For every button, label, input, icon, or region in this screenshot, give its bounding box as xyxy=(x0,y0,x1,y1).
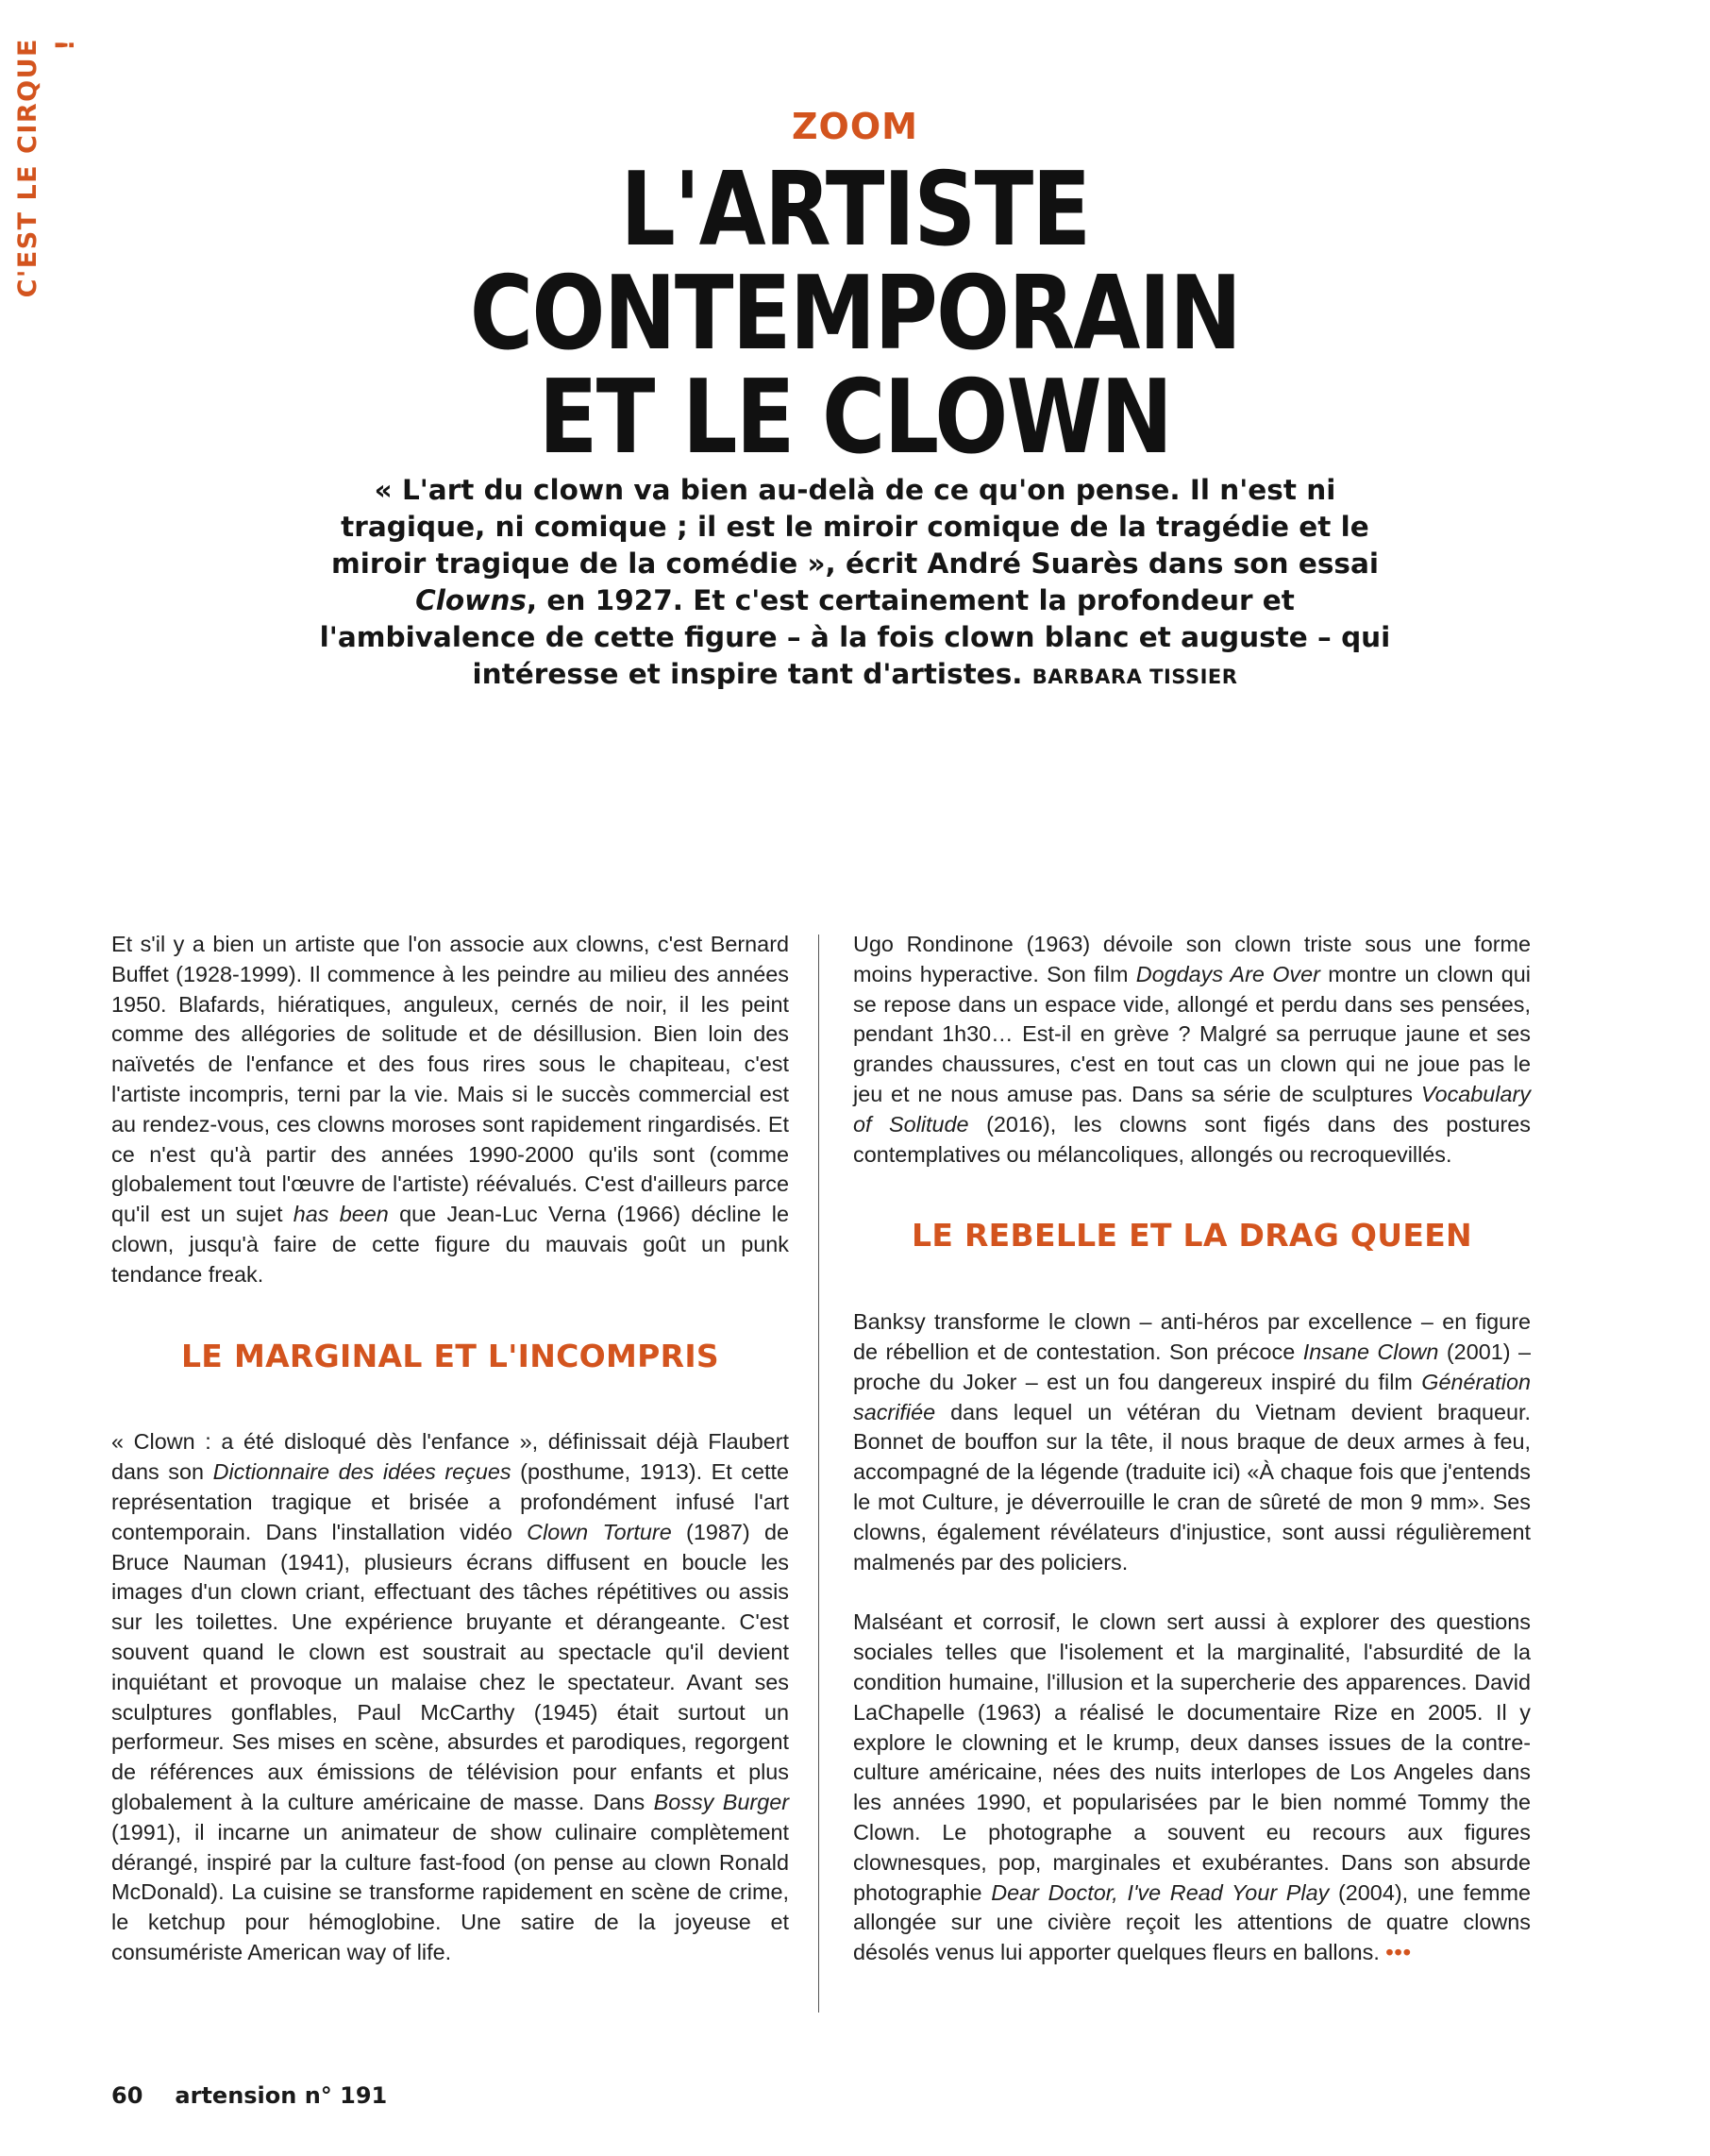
headline-line: ET LE CLOWN xyxy=(538,359,1172,477)
standfirst xyxy=(311,472,1399,696)
paragraph xyxy=(111,930,789,1290)
emphasis: Bossy Burger xyxy=(653,1789,789,1814)
emphasis: Dogdays Are Over xyxy=(1135,961,1320,986)
paragraph-text: Banksy transforme le clown – anti-héros par excellence – en figure de rébellion et de contestation. Son précoce xyxy=(853,1309,1531,1364)
column-divider xyxy=(818,935,819,2013)
paragraph-text: (posthume, 1913). Et cette représentation tragique et brisée a profondément infusé l'art contemporain. Dans l'installation vidéo xyxy=(111,1459,790,1544)
paragraph-text: (2001) – proche du Joker – est un fou dangereux inspiré du film xyxy=(853,1339,1531,1394)
paragraph xyxy=(853,1307,1531,1577)
standfirst-text: , en 1927. Et c'est certainement la profondeur et l'ambivalence de cette figure – à la fois clown blanc et auguste – qui intéresse et inspire tant d'artistes. xyxy=(319,584,1391,690)
emphasis: has been xyxy=(293,1202,389,1227)
kicker: ZOOM xyxy=(792,106,918,147)
paragraph-text: « Clown : a été disloqué dès l'enfance », définissait déjà Flaubert dans son xyxy=(111,1429,789,1485)
emphasis: Génération sacrifiée xyxy=(853,1369,1531,1424)
right-column xyxy=(853,930,1531,1968)
paragraph-text: (1991), il incarne un animateur de show culinaire complètement dérangé, inspiré par la culture fast-food (on pense au clown Ronald McDonald). La cuisine se transforme rapidement en scène de crime, le ketchup pour hémoglobine. Une satire de la joyeuse et consumériste American way of life. xyxy=(111,1819,789,1964)
paragraph-text: dans lequel un vétéran du Vietnam devient braqueur. Bonnet de bouffon sur la tête, il nous braque de deux armes à feu, accompagné de la légende (traduite ici) «À chaque fois que j'entends le mot Culture, je déverrouille le cran de sûreté de mon 9 mm». Ses clowns, également révélateurs d'injustice, sont aussi régulièrement malmenés par des policiers. xyxy=(853,1399,1531,1575)
emphasis: Vocabulary of Solitude xyxy=(853,1081,1531,1137)
paragraph-text: (2004), une femme allongée sur une civière reçoit les attentions de quatre clowns désolés venus lui apporter quelques fleurs en ballons. xyxy=(853,1879,1532,1965)
headline-line: L'ARTISTE xyxy=(620,151,1090,269)
paragraph xyxy=(853,1608,1531,1968)
headline-line: CONTEMPORAIN xyxy=(469,255,1241,373)
end-mark: ••• xyxy=(1385,1940,1412,1965)
paragraph xyxy=(111,1427,789,1967)
paragraph-text: (2016), les clowns sont figés dans des postures contemplatives ou mélancoliques, allongés ou recroquevillés. xyxy=(853,1111,1531,1167)
subheading: LE MARGINAL ET L'INCOMPRIS xyxy=(180,1337,719,1374)
section-tag: C'EST LE CIRQUE ! xyxy=(13,38,80,298)
paragraph-text: que Jean-Luc Verna (1966) décline le clown, jusqu'à faire de cette figure du mauvais goût un punk tendance freak. xyxy=(111,1202,789,1287)
paragraph-text: (1987) de Bruce Nauman (1941), plusieurs écrans diffusent en boucle les images d'un clown criant, effectuant des tâches répétitives ou assis sur les toilettes. Une expérience bruyante et dérangeante. C'est souvent quand le clown est soustrait au spectacle qu'il devient inquiétant et provoque un malaise chez le spectateur. Avant ses sculptures gonflables, Paul McCarthy (1945) était surtout un performeur. Ses mises en scène, absurdes et parodiques, regorgent de références aux émissions de télévision pour enfants et plus globalement à la culture américaine de masse. Dans xyxy=(111,1519,789,1814)
magazine-issue: artension n° 191 xyxy=(175,2082,388,2109)
emphasis: Insane Clown xyxy=(1302,1339,1439,1364)
headline xyxy=(128,151,1582,477)
paragraph-text: Et s'il y a bien un artiste que l'on associe aux clowns, c'est Bernard Buffet (1928-1999). Il commence à les peindre au milieu des années 1950. Blafards, hiératiques, anguleux, cernés de noir, il les peint comme des allégories de solitude et de désillusion. Bien loin des naïvetés de l'enfance et des fous rires sous le chapiteau, c'est l'artiste incompris, terni par la vie. Mais si le succès commercial est au rendez-vous, ces clowns moroses sont rapidement ringardisés. Et ce n'est qu'à partir des années 1990-2000 qu'ils sont (comme globalement tout l'œuvre de l'artiste) réévalués. C'est d'ailleurs parce qu'il est un sujet xyxy=(111,932,789,1227)
paragraph-text: Ugo Rondinone (1963) dévoile son clown triste sous une forme moins hyperactive. Son film xyxy=(853,932,1531,986)
paragraph-gap xyxy=(853,1577,1531,1608)
standfirst-title: Clowns xyxy=(415,584,527,616)
author-byline: BARBARA TISSIER xyxy=(1031,665,1238,688)
emphasis: Clown Torture xyxy=(527,1519,672,1544)
page-number: 60 xyxy=(111,2082,143,2109)
left-column xyxy=(111,930,789,1968)
subheading: LE REBELLE ET LA DRAG QUEEN xyxy=(912,1217,1472,1255)
paragraph-text: Malséant et corrosif, le clown sert aussi à explorer des questions sociales telles que l'isolement et la marginalité, l'absurdité de la condition humaine, l'illusion et la supercherie des apparences. David LaChapelle (1963) a réalisé le documentaire Rize en 2005. Il y explore le clowning et le krump, deux danses issues de la contre-culture américaine, nées des nuits interlopes de Los Angeles dans les années 1990, et popularisées par le bien nommé Tommy the Clown. Le photographe a souvent eu recours aux figures clownesques, pop, marginales et exubérantes. Dans son absurde photographie xyxy=(853,1609,1531,1905)
emphasis: Dictionnaire des idées reçues xyxy=(212,1459,511,1485)
emphasis: Dear Doctor, I've Read Your Play xyxy=(991,1879,1330,1905)
paragraph-text: montre un clown qui se repose dans un espace vide, allongé et perdu dans ses pensées, pendant 1h30… Est-il en grève ? Malgré sa perruque jaune et ses grandes chaussures, c'est en tout cas un clown qui ne joue pas le jeu et ne nous amuse pas. Dans sa série de sculptures xyxy=(853,961,1531,1106)
standfirst-text: « L'art du clown va bien au-delà de ce qu'on pense. Il n'est ni tragique, ni comique ; il est le miroir comique de la tragédie et le miroir tragique de la comédie », écrit André Suarès dans son essai xyxy=(331,474,1379,580)
page-footer xyxy=(111,2082,387,2109)
paragraph xyxy=(853,930,1531,1170)
